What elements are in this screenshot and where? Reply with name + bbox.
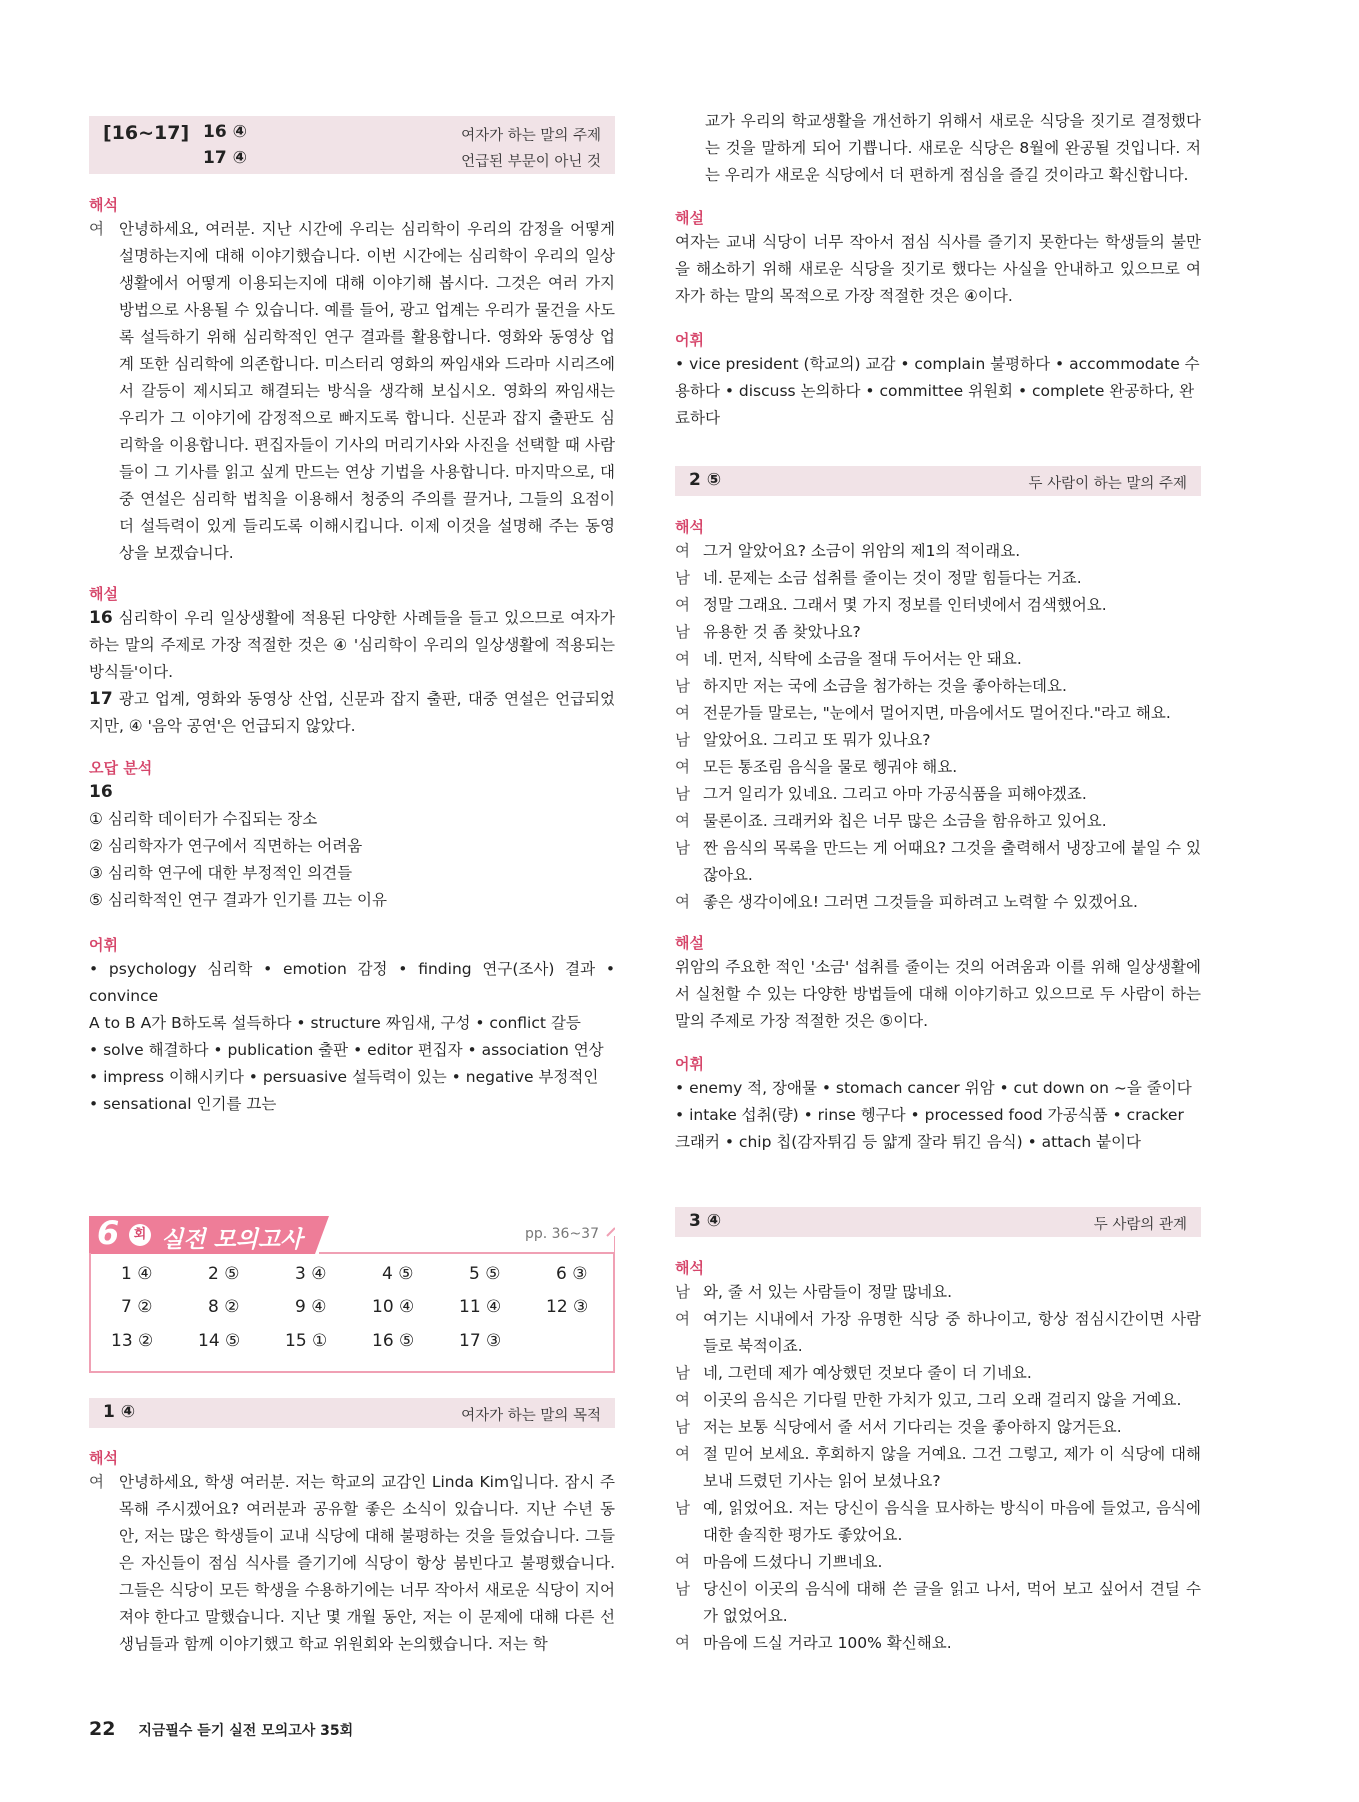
- dialogue-line: [675, 1387, 1201, 1414]
- script-1-continued: 교가 우리의 학교생활을 개선하기 위해서 새로운 식당을 짓기로 결정했다는 것을 말하게 되어 기쁩니다. 새로운 식당은 8월에 완공될 것입니다. 저는 우리가 새로운 식당에서 더 편하게 점심을 즐길 것이라고 확신합니다.: [705, 112, 1201, 184]
- dialogue-text: 예, 읽었어요. 저는 당신이 음식을 묘사하는 방식이 마음에 들었고, 음식에 대한 솔직한 평가도 좋았어요.: [703, 1499, 1201, 1544]
- dialogue-line: [675, 889, 1201, 916]
- vocab-line: • impress 이해시키다 • persuasive 설득력이 있는 • negative 부정적인: [89, 1068, 599, 1086]
- answer-1-type: 여자가 하는 말의 목적: [461, 1408, 601, 1424]
- dialogue-text: 짠 음식의 목록을 만드는 게 어때요? 그것을 출력해서 냉장고에 붙일 수 있잖아요.: [703, 839, 1201, 884]
- dialogue-text: 그거 일리가 있네요. 그리고 아마 가공식품을 피해야겠죠.: [703, 785, 1087, 803]
- dialogue-line: [675, 727, 1201, 754]
- speaker: 남: [675, 839, 690, 857]
- answer-grid: [89, 1253, 615, 1371]
- script-16: [89, 216, 615, 567]
- exp-num: 16: [89, 608, 113, 628]
- speaker: 여: [675, 812, 690, 830]
- dialogue-text: 여기는 시내에서 가장 유명한 식당 중 하나이고, 항상 점심시간이면 사람들로 북적이죠.: [703, 1310, 1201, 1355]
- dialogue-text: 마음에 드셨다니 기쁘네요.: [703, 1553, 883, 1571]
- speaker: 여: [89, 1473, 104, 1491]
- dialogue-text: 안녕하세요, 학생 여러분. 저는 학교의 교감인 Linda Kim입니다. 잠시 주목해 주시겠어요? 여러분과 공유할 좋은 소식이 있습니다. 지난 수년 동안, 저는 많은 학생들이 교내 식당에 대해 불평하는 것을 들었습니다. 그들은 자신들이 점심 식사를 즐기기에 식당이 항상 붐빈다고 불평했습니다. 그들은 식당이 모든 학생을 수용하기에는 너무 작아서 새로운 식당이 지어져야 한다고 말했습니다. 지난 몇 개월 동안, 저는 이 문제에 대해 다른 선생님들과 함께 이야기했고 학교 위원회와 논의했습니다. 저는 학: [119, 1473, 615, 1653]
- dialogue-line: [89, 216, 615, 567]
- dialogue-text: 물론이죠. 크래커와 칩은 너무 많은 소금을 함유하고 있어요.: [703, 812, 1107, 830]
- speaker: 남: [675, 1364, 690, 1382]
- speaker: 여: [675, 1553, 690, 1571]
- dialogue-text: 절 믿어 보세요. 후회하지 않을 거예요. 그건 그렇고, 제가 이 식당에 대해 보내 드렸던 기사는 읽어 보셨나요?: [703, 1445, 1201, 1490]
- q3-header: [675, 1207, 1201, 1237]
- wrong-item: ① 심리학 데이터가 수집되는 장소: [89, 810, 318, 828]
- vocab-line: • enemy 적, 장애물 • stomach cancer 위암 • cut down on ~을 줄이다: [675, 1079, 1192, 1097]
- vocab-line: 크래커 • chip 칩(감자튀김 등 얇게 잘라 튀긴 음식) • attach 붙이다: [675, 1133, 1142, 1151]
- speaker: 여: [675, 704, 690, 722]
- answer-16: 16 ④: [203, 122, 247, 142]
- dialogue-line: [675, 1576, 1201, 1630]
- script-1: [89, 1469, 615, 1658]
- wrong-item: ② 심리학자가 연구에서 직면하는 어려움: [89, 837, 363, 855]
- answer-cell: 17 ③: [459, 1331, 502, 1351]
- dialogue-text: 네. 먼저, 식탁에 소금을 절대 두어서는 안 돼요.: [703, 650, 1022, 668]
- explanation-2: 위암의 주요한 적인 '소금' 섭취를 줄이는 것의 어려움과 이를 위해 일상생활에서 실천할 수 있는 다양한 방법들에 대해 이야기하고 있으므로 두 사람이 하는 말의 주제로 가장 적절한 것은 ⑤이다.: [675, 958, 1201, 1030]
- speaker: 남: [675, 569, 690, 587]
- dialogue-line: [675, 1549, 1201, 1576]
- dialogue-line: [675, 700, 1201, 727]
- dialogue-line: [675, 754, 1201, 781]
- dialogue-text: 네, 그런데 제가 예상했던 것보다 줄이 더 기네요.: [703, 1364, 1032, 1382]
- speaker: 여: [675, 1391, 690, 1409]
- dialogue-line: [675, 592, 1201, 619]
- answer-1: 1 ④: [103, 1402, 136, 1422]
- speaker: 여: [89, 220, 104, 238]
- dialogue-text: 저는 보통 식당에서 줄 서서 기다리는 것을 좋아하지 않거든요.: [703, 1418, 1122, 1436]
- section-label: 어휘: [89, 936, 118, 954]
- speaker: 남: [675, 1499, 690, 1517]
- dialogue-line: [675, 781, 1201, 808]
- answer-2: 2 ⑤: [689, 470, 722, 490]
- dialogue-line: [675, 646, 1201, 673]
- script-3: [675, 1279, 1201, 1657]
- answer-3: 3 ④: [689, 1211, 722, 1231]
- test-banner: [89, 1216, 615, 1254]
- answer-cell: 3 ④: [295, 1264, 327, 1284]
- page-footer: [89, 1718, 353, 1740]
- section-label: 어휘: [675, 1055, 704, 1073]
- dialogue-line: [675, 1495, 1201, 1549]
- answer-cell: 14 ⑤: [198, 1331, 241, 1351]
- answer-cell: 8 ②: [208, 1297, 240, 1317]
- answer-17: 17 ④: [203, 148, 247, 168]
- speaker: 여: [675, 542, 690, 560]
- speaker: 남: [675, 731, 690, 749]
- speaker: 남: [675, 1580, 690, 1598]
- dialogue-text: 모든 통조림 음식을 물로 헹궈야 해요.: [703, 758, 958, 776]
- speaker: 남: [675, 623, 690, 641]
- dialogue-line: [675, 835, 1201, 889]
- dialogue-line: [675, 1630, 1201, 1657]
- dialogue-line: [89, 1469, 615, 1658]
- dialogue-text: 네. 문제는 소금 섭취를 줄이는 것이 정말 힘들다는 거죠.: [703, 569, 1082, 587]
- dialogue-text: 이곳의 음식은 기다릴 만한 가치가 있고, 그리 오래 걸리지 않을 거예요.: [703, 1391, 1182, 1409]
- answer-cell: 15 ①: [285, 1331, 328, 1351]
- dialogue-text: 정말 그래요. 그래서 몇 가지 정보를 인터넷에서 검색했어요.: [703, 596, 1107, 614]
- answer-cell: 16 ⑤: [372, 1331, 415, 1351]
- page-number: 22: [89, 1718, 116, 1740]
- speaker: 여: [675, 758, 690, 776]
- speaker: 여: [675, 596, 690, 614]
- script-2: [675, 538, 1201, 916]
- dialogue-line: [675, 673, 1201, 700]
- dialogue-line: [675, 1441, 1201, 1495]
- vocab-line: 용하다 • discuss 논의하다 • committee 위원회 • complete 완공하다, 완: [675, 382, 1195, 400]
- dialogue-line: [675, 565, 1201, 592]
- section-label: 해설: [675, 934, 704, 952]
- answer-cell: 2 ⑤: [208, 1264, 240, 1284]
- dialogue-text: 유용한 것 좀 찾았나요?: [703, 623, 861, 641]
- q1-header: [89, 1398, 615, 1428]
- dialogue-line: [675, 619, 1201, 646]
- section-label: 해석: [675, 518, 704, 536]
- answer-cell: 9 ④: [295, 1297, 327, 1317]
- speaker: 남: [675, 677, 690, 695]
- wrong-analysis: [89, 779, 615, 914]
- section-label: 해석: [89, 1449, 118, 1467]
- vocab-1: [675, 351, 1201, 432]
- dialogue-line: [675, 1306, 1201, 1360]
- vocab-line: 료하다: [675, 409, 720, 427]
- book-title: 지금필수 듣기 실전 모의고사 35회: [138, 1723, 354, 1739]
- vocab-line: • intake 섭취(량) • rinse 헹구다 • processed food 가공식품 • cracker: [675, 1106, 1184, 1124]
- speaker: 남: [675, 1283, 690, 1301]
- explanation-17: [89, 686, 615, 740]
- section-label: 해석: [89, 196, 118, 214]
- speaker: 남: [675, 785, 690, 803]
- answer-cell: 7 ②: [121, 1297, 153, 1317]
- question-range: [16~17]: [103, 122, 190, 144]
- vocab-line: • solve 해결하다 • publication 출판 • editor 편집자 • association 연상: [89, 1041, 604, 1059]
- section-label: 오답 분석: [89, 759, 153, 777]
- speaker: 여: [675, 1445, 690, 1463]
- answer-2-type: 두 사람이 하는 말의 주제: [1028, 476, 1187, 492]
- answer-3-type: 두 사람의 관계: [1093, 1217, 1187, 1233]
- section-label: 해설: [89, 585, 118, 603]
- dialogue-text: 전문가들 말로는, "눈에서 멀어지면, 마음에서도 멀어진다."라고 해요.: [703, 704, 1171, 722]
- vocab-16-17: [89, 956, 615, 1118]
- speaker: 여: [675, 1634, 690, 1652]
- dialogue-text: 마음에 드실 거라고 100% 확신해요.: [703, 1634, 952, 1652]
- test-pages: pp. 36~37: [524, 1226, 599, 1242]
- dialogue-text: 안녕하세요, 여러분. 지난 시간에 우리는 심리학이 우리의 감정을 어떻게 설명하는지에 대해 이야기했습니다. 이번 시간에는 심리학이 우리의 일상생활에서 어떻게 이용되는지에 대해 이야기해 봅시다. 그것은 여러 가지 방법으로 사용될 수 있습니다. 예를 들어, 광고 업계는 우리가 물건을 사도록 설득하기 위해 심리학적인 연구 결과를 활용합니다. 영화와 동영상 업계 또한 심리학에 의존합니다. 미스터리 영화의 짜임새와 드라마 시리즈에서 갈등이 제시되고 해결되는 방식을 생각해 보십시오. 영화의 짜임새는 우리가 그 이야기에 감정적으로 빠지도록 합니다. 신문과 잡지 출판도 심리학을 이용합니다. 편집자들이 기사의 머리기사와 사진을 선택할 때 사람들이 그 기사를 읽고 싶게 만드는 연상 기법을 사용합니다. 마지막으로, 대중 연설은 심리학 법칙을 이용해서 청중의 주의를 끌거나, 그들의 요점이 더 설득력이 있게 들리도록 이해시킵니다. 이제 이것을 설명해 주는 동영상을 보겠습니다.: [119, 220, 615, 562]
- test-number: 6: [97, 1214, 120, 1252]
- speaker: 여: [675, 1310, 690, 1328]
- vocab-line: • psychology 심리학 • emotion 감정 • finding 연구(조사) 결과 • convince: [89, 960, 615, 1005]
- dialogue-line: [675, 538, 1201, 565]
- speaker: 여: [675, 650, 690, 668]
- speaker: 여: [675, 893, 690, 911]
- dialogue-text: 알았어요. 그리고 또 뭐가 있나요?: [703, 731, 931, 749]
- vocab-2: [675, 1075, 1201, 1156]
- wrong-item: ③ 심리학 연구에 대한 부정적인 의견들: [89, 864, 353, 882]
- exp-text: 광고 업계, 영화와 동영상 산업, 신문과 잡지 출판, 대중 연설은 언급되었지만, ④ '음악 공연'은 언급되지 않았다.: [89, 690, 615, 735]
- section-label: 어휘: [675, 331, 704, 349]
- dialogue-line: [675, 808, 1201, 835]
- dialogue-text: 와, 줄 서 있는 사람들이 정말 많네요.: [703, 1283, 953, 1301]
- answer-cell: 12 ③: [546, 1297, 589, 1317]
- test-title: 실전 모의고사: [161, 1227, 303, 1253]
- test-hoe-badge: 회: [129, 1224, 151, 1246]
- explanation-16: [89, 605, 615, 686]
- explanation-1: 여자는 교내 식당이 너무 작아서 점심 식사를 즐기지 못한다는 학생들의 불만을 해소하기 위해 새로운 식당을 짓기로 했다는 사실을 안내하고 있으므로 여자가 하는 말의 목적으로 가장 적절한 것은 ④이다.: [675, 233, 1201, 305]
- answer-cell: 13 ②: [111, 1331, 154, 1351]
- speaker: 남: [675, 1418, 690, 1436]
- wrong-num: 16: [89, 782, 113, 802]
- section-label: 해석: [675, 1259, 704, 1277]
- dialogue-text: 당신이 이곳의 음식에 대해 쓴 글을 읽고 나서, 먹어 보고 싶어서 견딜 수가 없었어요.: [703, 1580, 1201, 1625]
- dialogue-line: [675, 1360, 1201, 1387]
- section-label: 해설: [675, 209, 704, 227]
- dialogue-line: [675, 1279, 1201, 1306]
- vocab-line: A to B A가 B하도록 설득하다 • structure 짜임새, 구성 • conflict 갈등: [89, 1014, 581, 1032]
- exp-num: 17: [89, 689, 113, 709]
- vocab-line: • vice president (학교의) 교감 • complain 불평하다 • accommodate 수: [675, 355, 1200, 373]
- q2-header: [675, 466, 1201, 496]
- dialogue-text: 그거 알았어요? 소금이 위암의 제1의 적이래요.: [703, 542, 1021, 560]
- q16-17-header: [89, 116, 615, 174]
- answer-cell: 6 ③: [556, 1264, 588, 1284]
- answer-cell: 11 ④: [459, 1297, 502, 1317]
- answer-cell: 1 ④: [121, 1264, 153, 1284]
- answer-cell: 4 ⑤: [382, 1264, 414, 1284]
- dialogue-text: 좋은 생각이에요! 그러면 그것들을 피하려고 노력할 수 있겠어요.: [703, 893, 1138, 911]
- dialogue-line: [675, 1414, 1201, 1441]
- answer-16-type: 여자가 하는 말의 주제: [461, 128, 601, 144]
- answer-17-type: 언급된 부문이 아닌 것: [461, 154, 601, 170]
- dialogue-text: 하지만 저는 국에 소금을 첨가하는 것을 좋아하는데요.: [703, 677, 1067, 695]
- answer-cell: 5 ⑤: [469, 1264, 501, 1284]
- wrong-item: ⑤ 심리학적인 연구 결과가 인기를 끄는 이유: [89, 891, 387, 909]
- answer-cell: 10 ④: [372, 1297, 415, 1317]
- vocab-line: • sensational 인기를 끄는: [89, 1095, 277, 1113]
- exp-text: 심리학이 우리 일상생활에 적용된 다양한 사례들을 들고 있으므로 여자가 하는 말의 주제로 가장 적절한 것은 ④ '심리학이 우리의 일상생활에 적용되는 방식들'이다.: [89, 609, 615, 681]
